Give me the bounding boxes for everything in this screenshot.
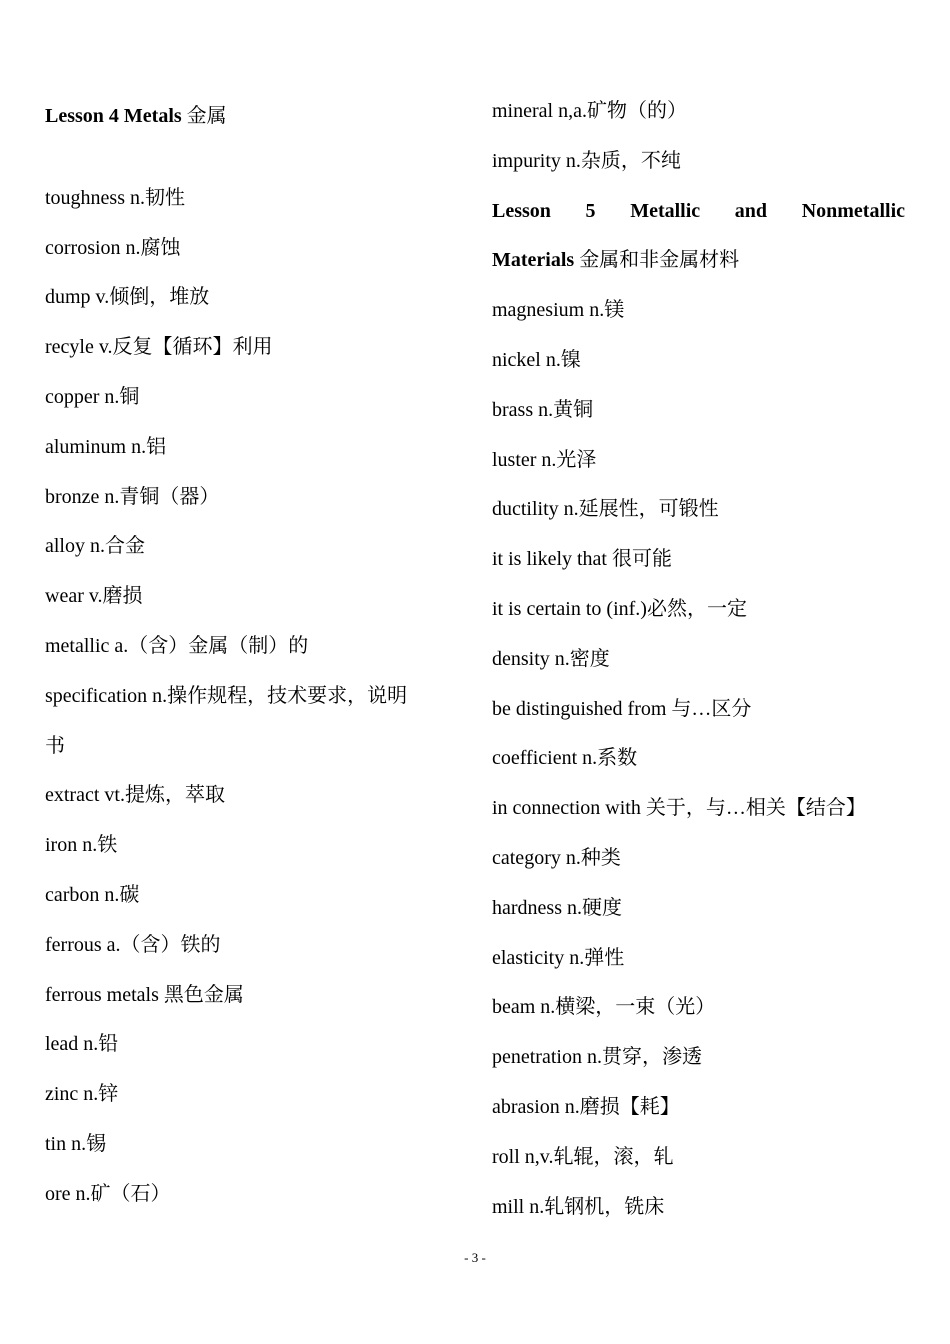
vocab-entry: coefficient n.系数 bbox=[492, 747, 638, 770]
lesson-4-title-cn: 金属 bbox=[186, 105, 227, 127]
vocab-entry: beam n.横梁，一束（光） bbox=[492, 996, 716, 1019]
vocab-entry: wear v.磨损 bbox=[45, 585, 143, 608]
title-word: Lesson bbox=[492, 199, 551, 222]
vocab-entry: dump v.倾倒，堆放 bbox=[45, 286, 210, 309]
vocab-entry: specification n.操作规程，技术要求，说明 bbox=[45, 684, 408, 707]
vocab-entry: iron n.铁 bbox=[45, 834, 118, 857]
vocab-entry: nickel n.镍 bbox=[492, 348, 581, 371]
title-spacer bbox=[45, 142, 463, 174]
vocab-entry: category n.种类 bbox=[492, 846, 621, 869]
page-number: - 3 - bbox=[464, 1250, 486, 1265]
lesson-4-title bbox=[45, 92, 463, 142]
vocab-entry: in connection with 关于，与…相关【结合】 bbox=[492, 797, 866, 820]
vocab-entry: penetration n.贯穿，渗透 bbox=[492, 1046, 702, 1069]
vocab-entry: ore n.矿（石） bbox=[45, 1182, 171, 1205]
vocab-entry: metallic a.（含）金属（制）的 bbox=[45, 634, 309, 657]
lesson-5-title-cn: 金属和非金属材料 bbox=[579, 249, 740, 272]
vocab-entry: abrasion n.磨损【耗】 bbox=[492, 1095, 680, 1118]
vocab-entry: ductility n.延展性，可锻性 bbox=[492, 498, 719, 521]
vocab-entry: luster n.光泽 bbox=[492, 448, 597, 471]
left-column bbox=[45, 92, 463, 1220]
vocab-entry: hardness n.硬度 bbox=[492, 896, 622, 919]
vocab-entry: elasticity n.弹性 bbox=[492, 946, 625, 969]
vocab-entry: lead n.铅 bbox=[45, 1033, 119, 1056]
title-word: and bbox=[734, 199, 768, 222]
vocab-entry: magnesium n.镁 bbox=[492, 299, 625, 322]
lesson-5-title-en: Materials bbox=[492, 249, 575, 272]
vocab-entry: toughness n.韧性 bbox=[45, 186, 185, 209]
vocab-entry: aluminum n.铝 bbox=[45, 435, 167, 458]
vocab-entry: it is certain to (inf.)必然，一定 bbox=[492, 597, 747, 620]
vocab-entry: zinc n.锌 bbox=[45, 1083, 119, 1106]
lesson-5-title-line-1 bbox=[492, 187, 905, 237]
lesson-5-vocab-list bbox=[492, 286, 905, 1232]
vocab-entry: corrosion n.腐蚀 bbox=[45, 236, 181, 259]
vocab-entry: bronze n.青铜（器） bbox=[45, 485, 220, 508]
vocab-entry: it is likely that 很可能 bbox=[492, 548, 672, 571]
vocab-entry: brass n.黄铜 bbox=[492, 398, 594, 421]
title-word: 5 bbox=[585, 199, 596, 222]
right-column bbox=[492, 87, 905, 1232]
vocab-entry: ferrous metals 黑色金属 bbox=[45, 983, 244, 1006]
vocab-entry: ferrous a.（含）铁的 bbox=[45, 933, 221, 956]
vocab-entry: alloy n.合金 bbox=[45, 535, 145, 558]
vocab-entry: density n.密度 bbox=[492, 647, 610, 670]
title-word: Metallic bbox=[630, 199, 701, 222]
vocab-entry: roll n,v.轧辊，滚，轧 bbox=[492, 1145, 674, 1168]
lesson-4-title-en: Lesson 4 Metals bbox=[45, 105, 182, 127]
vocab-entry: recyle v.反复【循环】利用 bbox=[45, 336, 273, 359]
vocab-entry: mill n.轧钢机，铣床 bbox=[492, 1195, 665, 1218]
lesson-4-vocab-list bbox=[45, 174, 463, 1220]
vocab-entry: extract vt.提炼，萃取 bbox=[45, 784, 225, 807]
vocab-entry: impurity n.杂质，不纯 bbox=[492, 149, 681, 172]
lesson-5-title-line-2 bbox=[492, 236, 905, 286]
vocab-entry: carbon n.碳 bbox=[45, 883, 140, 906]
vocab-entry: be distinguished from 与…区分 bbox=[492, 697, 752, 720]
vocab-entry: mineral n,a.矿物（的） bbox=[492, 100, 687, 122]
vocab-entry: copper n.铜 bbox=[45, 385, 140, 408]
vocab-entry: tin n.锡 bbox=[45, 1132, 107, 1155]
title-word: Nonmetallic bbox=[801, 199, 905, 222]
vocab-entry-continuation: 书 bbox=[45, 734, 65, 757]
